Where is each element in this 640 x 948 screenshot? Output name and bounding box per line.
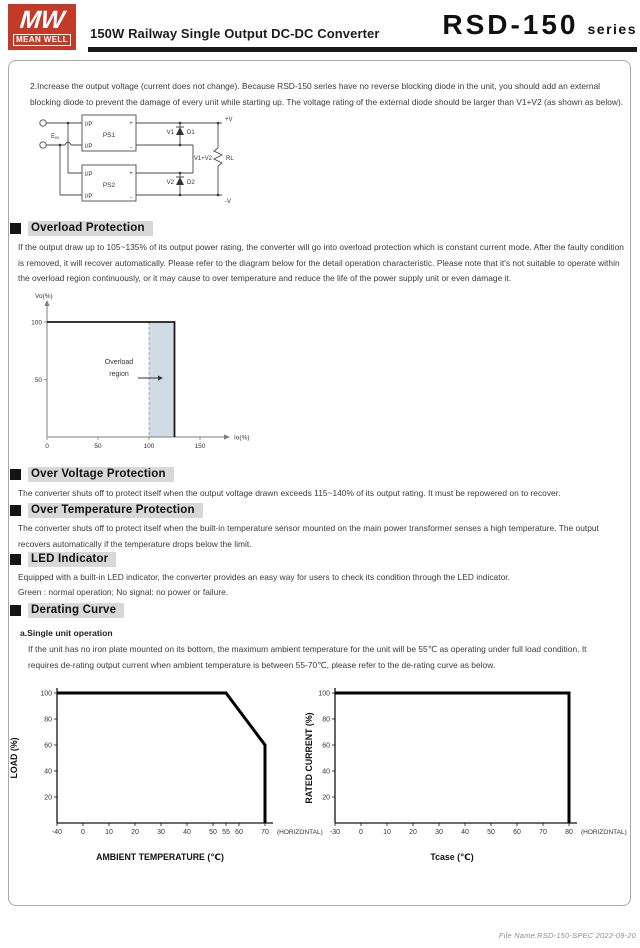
y-axis-arrow-icon [44, 300, 49, 306]
output-positive-label: +V [225, 117, 233, 123]
led-indicator-text-line2: Green : normal operation; No signal: no power or failure. [18, 587, 229, 597]
x-tick-label: 60 [513, 829, 521, 836]
section-heading: Over Voltage Protection [28, 467, 174, 482]
x-tick-label: 150 [194, 443, 206, 450]
x-axis-label: Tcase (℃) [430, 852, 474, 862]
y-tick-label: 20 [44, 794, 52, 802]
derating-curve-text: If the unit has no iron plate mounted on its bottom, the maximum ambient temperature for the unit will be 55℃ as operating under full load condition. It requires de-rating output current when ambient temperature is between 55-70℃, please refer to the de-rating curve as below. [28, 644, 587, 670]
logo-mw-monogram: MW [18, 6, 66, 34]
x-tick-label: 55 [222, 829, 230, 836]
y-tick-label: 100 [318, 690, 330, 698]
x-tick-label: 0 [359, 829, 363, 836]
ps2-plus-label: + [129, 171, 133, 177]
x-tick-label: 10 [383, 829, 391, 836]
ps1-ip-top-label: I/P [85, 122, 93, 128]
ps2-label: PS2 [102, 182, 116, 189]
x-tick-label: 10 [105, 829, 113, 836]
x-axis-label: Io(%) [234, 434, 250, 442]
x-tick-label: 20 [131, 829, 139, 836]
mean-well-logo [8, 4, 76, 50]
y-tick-label: 50 [34, 377, 42, 384]
y-tick-label: 100 [31, 319, 42, 327]
section-overload-protection [10, 221, 153, 236]
x-tick-label: 30 [435, 829, 443, 836]
d2-label: D2 [187, 180, 195, 186]
load-resistor [214, 148, 222, 166]
square-bullet-icon [10, 554, 21, 565]
ambient-temperature-derating-chart [5, 676, 323, 871]
v1-plus-v2-label: V1+V2 [193, 156, 212, 162]
y-tick-label: 20 [322, 794, 330, 802]
load-derating-line [57, 693, 265, 823]
y-axis-label: RATED CURRENT (%) [304, 712, 314, 804]
section-heading: LED Indicator [28, 552, 116, 567]
section-derating-curve [10, 603, 124, 618]
square-bullet-icon [10, 223, 21, 234]
ps2-minus-label: - [130, 195, 132, 201]
x-tick-label: 0 [45, 443, 49, 450]
section-over-temperature-protection [10, 503, 203, 518]
x-tick-label: 20 [409, 829, 417, 836]
section-heading: Over Temperature Protection [28, 503, 203, 518]
y-tick-label: 100 [40, 690, 52, 698]
over-temperature-protection-text: The converter shuts off to protect itself when the built-in temperature sensor mounted on the main power transformer senses a high temperature. The output recovers automatically if the temperature drops below the limit. [18, 523, 599, 549]
section-heading: Derating Curve [28, 603, 124, 618]
overload-region-fill [149, 322, 175, 437]
circuit-labels [51, 117, 234, 205]
logo-wordmark: MEAN WELL [13, 34, 71, 46]
led-indicator-text-line1: Equipped with a built-in LED indicator, the converter provides an easy way for users to check its condition through the LED indicator. [18, 572, 510, 582]
x-tick-label: 100 [143, 443, 155, 450]
x-tick-label: 50 [487, 829, 495, 836]
y-axis-label: Vo(%) [35, 293, 53, 300]
square-bullet-icon [10, 469, 21, 480]
single-unit-operation-subheading: a.Single unit operation [20, 628, 113, 638]
overload-protection-text: If the output draw up to 105~135% of its output power rating, the converter will go into overload protection which is constant current mode. After the faulty condition is removed, it will recover automatically. Please refer to the diagram below for the detail operation characteristic. Please note that it's not suitable to operate within the overload region continuously, or it may cause to over temperature and reduce the life of the power supply unit or even damage it. [18, 242, 624, 284]
y-axis-label: LOAD (%) [9, 737, 19, 779]
intro-paragraph: 2.Increase the output voltage (current does not change). Because RSD-150 series have no reverse blocking diode in the unit, you should add an external blocking diode to prevent the damage of every unit while starting up. The voltage rating of the external diode should be larger than V1+V2 (as shown as below). [30, 81, 624, 107]
ps1-ip-bottom-label: I/P [85, 144, 93, 150]
ps2-ip-top-label: I/P [85, 172, 93, 178]
output-negative-label: -V [225, 199, 231, 205]
overload-protection-chart [28, 290, 258, 455]
square-bullet-icon [10, 505, 21, 516]
over-voltage-protection-text: The converter shuts off to protect itself when the output voltage drawn exceeds 115~140% of its output rating. It must be repowered on to recover. [18, 488, 561, 498]
input-terminal-negative [40, 142, 46, 148]
section-led-indicator [10, 552, 116, 567]
y-tick-label: 60 [44, 742, 52, 750]
ps2-ip-bottom-label: I/P [85, 194, 93, 200]
input-terminal-positive [40, 120, 46, 126]
x-tick-label: 40 [183, 829, 191, 836]
y-tick-label: 60 [322, 742, 330, 750]
x-tick-label: 70 [261, 829, 269, 836]
y-tick-label: 80 [44, 716, 52, 724]
d1-label: D1 [187, 130, 195, 136]
series-title-block [442, 9, 637, 41]
x-axis-arrow-icon [224, 434, 230, 439]
ps1-label: PS1 [102, 132, 116, 139]
x-axis-label: AMBIENT TEMPERATURE (℃) [96, 852, 224, 862]
overload-region-annotation: Overload region [104, 359, 134, 378]
ps1-plus-label: + [129, 121, 133, 127]
rated-current-line [335, 693, 569, 823]
section-over-voltage-protection [10, 467, 174, 482]
tcase-derating-chart [300, 676, 640, 871]
section-heading: Overload Protection [28, 221, 153, 236]
x-tick-label: 50 [94, 443, 102, 450]
series-suffix: series [587, 21, 637, 37]
header-rule [88, 47, 637, 52]
ps1-minus-label: - [130, 145, 132, 151]
x-tick-label: 30 [157, 829, 165, 836]
x-tick-label: -40 [51, 829, 63, 836]
v1-label: V1 [166, 130, 174, 136]
series-name: RSD-150 [442, 9, 579, 40]
y-tick-label: 40 [44, 768, 52, 776]
v2-label: V2 [166, 180, 174, 186]
x-tick-label: -30 [329, 829, 341, 836]
rl-label: RL [226, 156, 234, 162]
square-bullet-icon [10, 605, 21, 616]
x-tick-label: 80 [565, 829, 573, 836]
x-tick-label: 60 [235, 829, 243, 836]
file-info-footer: File Name:RSD-150-SPEC 2022-09-20 [498, 931, 636, 940]
x-tick-label: 0 [81, 829, 85, 836]
series-connection-circuit-diagram [30, 110, 280, 215]
e-in-label: EIN [51, 134, 60, 140]
y-tick-label: 80 [322, 716, 330, 724]
x-tick-label: 40 [461, 829, 469, 836]
document-title: 150W Railway Single Output DC-DC Converter [90, 26, 380, 41]
horizontal-suffix-label: (HORIZONTAL) [581, 829, 627, 836]
x-tick-label: 70 [539, 829, 547, 836]
horizontal-suffix-label: (HORIZONTAL) [277, 829, 323, 836]
y-tick-label: 40 [322, 768, 330, 776]
x-tick-label: 50 [209, 829, 217, 836]
